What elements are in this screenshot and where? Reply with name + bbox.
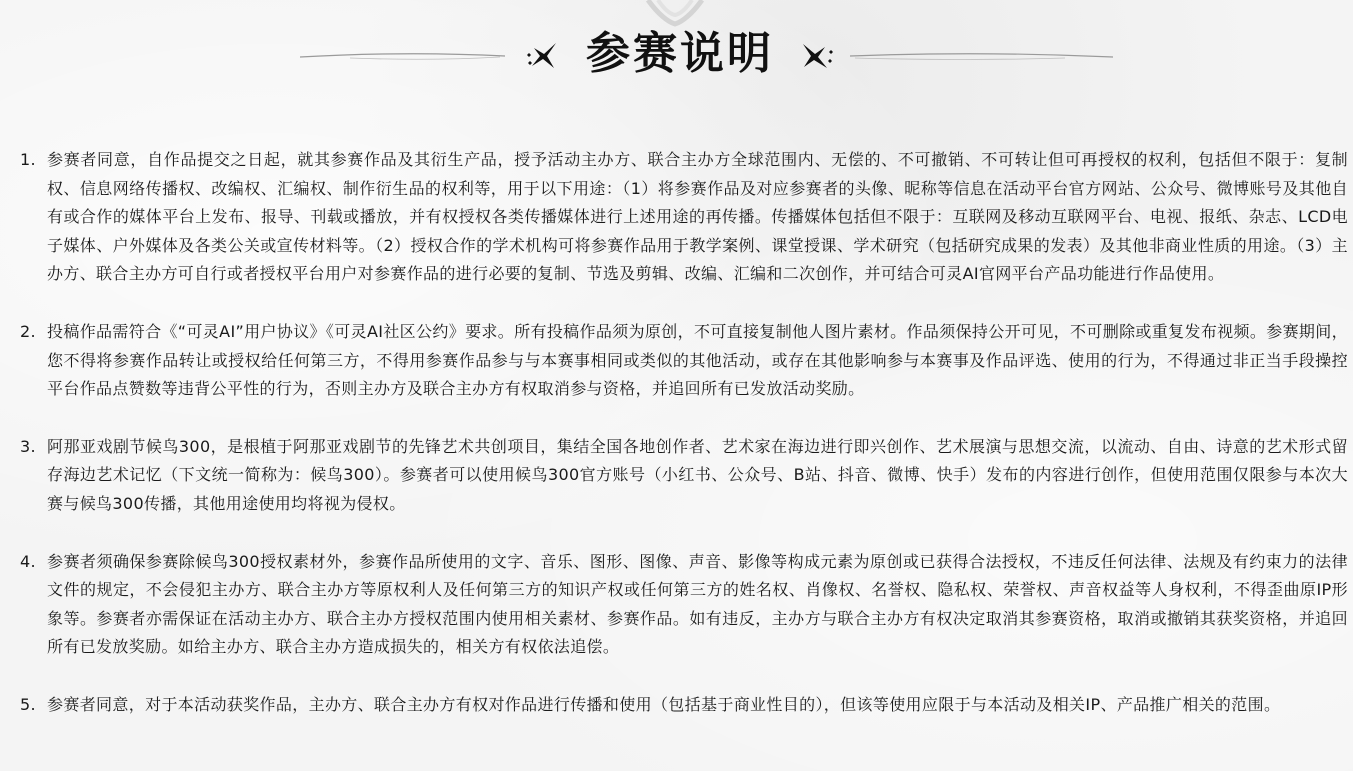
term-text: 投稿作品需符合《“可灵AI”用户协议》《可灵AI社区公约》要求。所有投稿作品须为原创，不可直接复制他人图片素材。作品须保持公开可见，不可删除或重复发布视频。参赛期间，您不得将参赛作品转让或授权给任何第三方，不得用参赛作品参与与本赛事相同或类似的其他活动，或存在其他影响参与本赛事及作品评选、使用的行为，不得通过非正当手段操控平台作品点赞数等违背公平性的行为，否则主办方及联合主办方有权取消参与资格，并追回所有已发放活动奖励。 — [47, 321, 1348, 399]
term-text: 参赛者同意，自作品提交之日起，就其参赛作品及其衍生产品，授予活动主办方、联合主办方全球范围内、无偿的、不可撤销、不可转让但可再授权的权利，包括但不限于：复制权、信息网络传播权、改编权、汇编权、制作衍生品的权利等，用于以下用途：（1）将参赛作品及对应参赛者的头像、昵称等信息在活动平台官方网站、公众号、微博账号及其他自有或合作的媒体平台上发布、报导、刊载或播放，并有权授权各类传播媒体进行上述用途的再传播。传播媒体包括但不限于：互联网及移动互联网平台、电视、报纸、杂志、LCD电子媒体、户外媒体及各类公关或宣传材料等。（2）授权合作的学术机构可将参赛作品用于教学案例、课堂授课、学术研究（包括研究成果的发表）及其他非商业性质的用途。（3）主办方、联合主办方可自行或者授权平台用户对参赛作品的进行必要的复制、节选及剪辑、改编、汇编和二次创作，并可结合可灵AI官网平台产品功能进行作品使用。 — [47, 150, 1348, 284]
term-number: 3. — [20, 436, 36, 456]
page-title: 参赛说明 — [586, 28, 774, 79]
page-header — [0, 0, 1353, 100]
term-item — [20, 146, 1348, 289]
term-item — [20, 433, 1348, 519]
term-item — [20, 691, 1348, 720]
term-number: 2. — [20, 321, 36, 341]
term-text: 参赛者同意，对于本活动获奖作品，主办方、联合主办方有权对作品进行传播和使用（包括基于商业性目的），但该等使用应限于与本活动及相关IP、产品推广相关的范围。 — [47, 694, 1281, 714]
term-number: 4. — [20, 551, 36, 571]
divider-line-right-icon — [845, 48, 1115, 64]
terms-list — [20, 146, 1348, 749]
term-text: 阿那亚戏剧节候鸟300，是根植于阿那亚戏剧节的先锋艺术共创项目，集结全国各地创作者、艺术家在海边进行即兴创作、艺术展演与思想交流，以流动、自由、诗意的艺术形式留存海边艺术记忆（下文统一简称为：候鸟300）。参赛者可以使用候鸟300官方账号（小红书、公众号、B站、抖音、微博、快手）发布的内容进行创作，但使用范围仅限参与本次大赛与候鸟300传播，其他用途使用均将视为侵权。 — [47, 436, 1348, 513]
term-item — [20, 318, 1348, 404]
term-item — [20, 548, 1348, 662]
sparkle-left-icon — [522, 38, 564, 74]
term-text: 参赛者须确保参赛除候鸟300授权素材外，参赛作品所使用的文字、音乐、图形、图像、声音、影像等构成元素为原创或已获得合法授权，不违反任何法律、法规及有约束力的法律文件的规定，不会侵犯主办方、联合主办方等原权利人及任何第三方的知识产权或任何第三方的姓名权、肖像权、名誉权、隐私权、荣誉权、声音权益等人身权利，不得歪曲原IP形象等。参赛者亦需保证在活动主办方、联合主办方授权范围内使用相关素材、参赛作品。如有违反，主办方与联合主办方有权决定取消其参赛资格，取消或撤销其获奖资格，并追回所有已发放奖励。如给主办方、联合主办方造成损失的，相关方有权依法追偿。 — [47, 551, 1348, 657]
term-number: 1. — [20, 150, 36, 169]
term-number: 5. — [20, 694, 36, 714]
divider-line-left-icon — [300, 48, 510, 64]
sparkle-right-icon — [795, 38, 837, 74]
